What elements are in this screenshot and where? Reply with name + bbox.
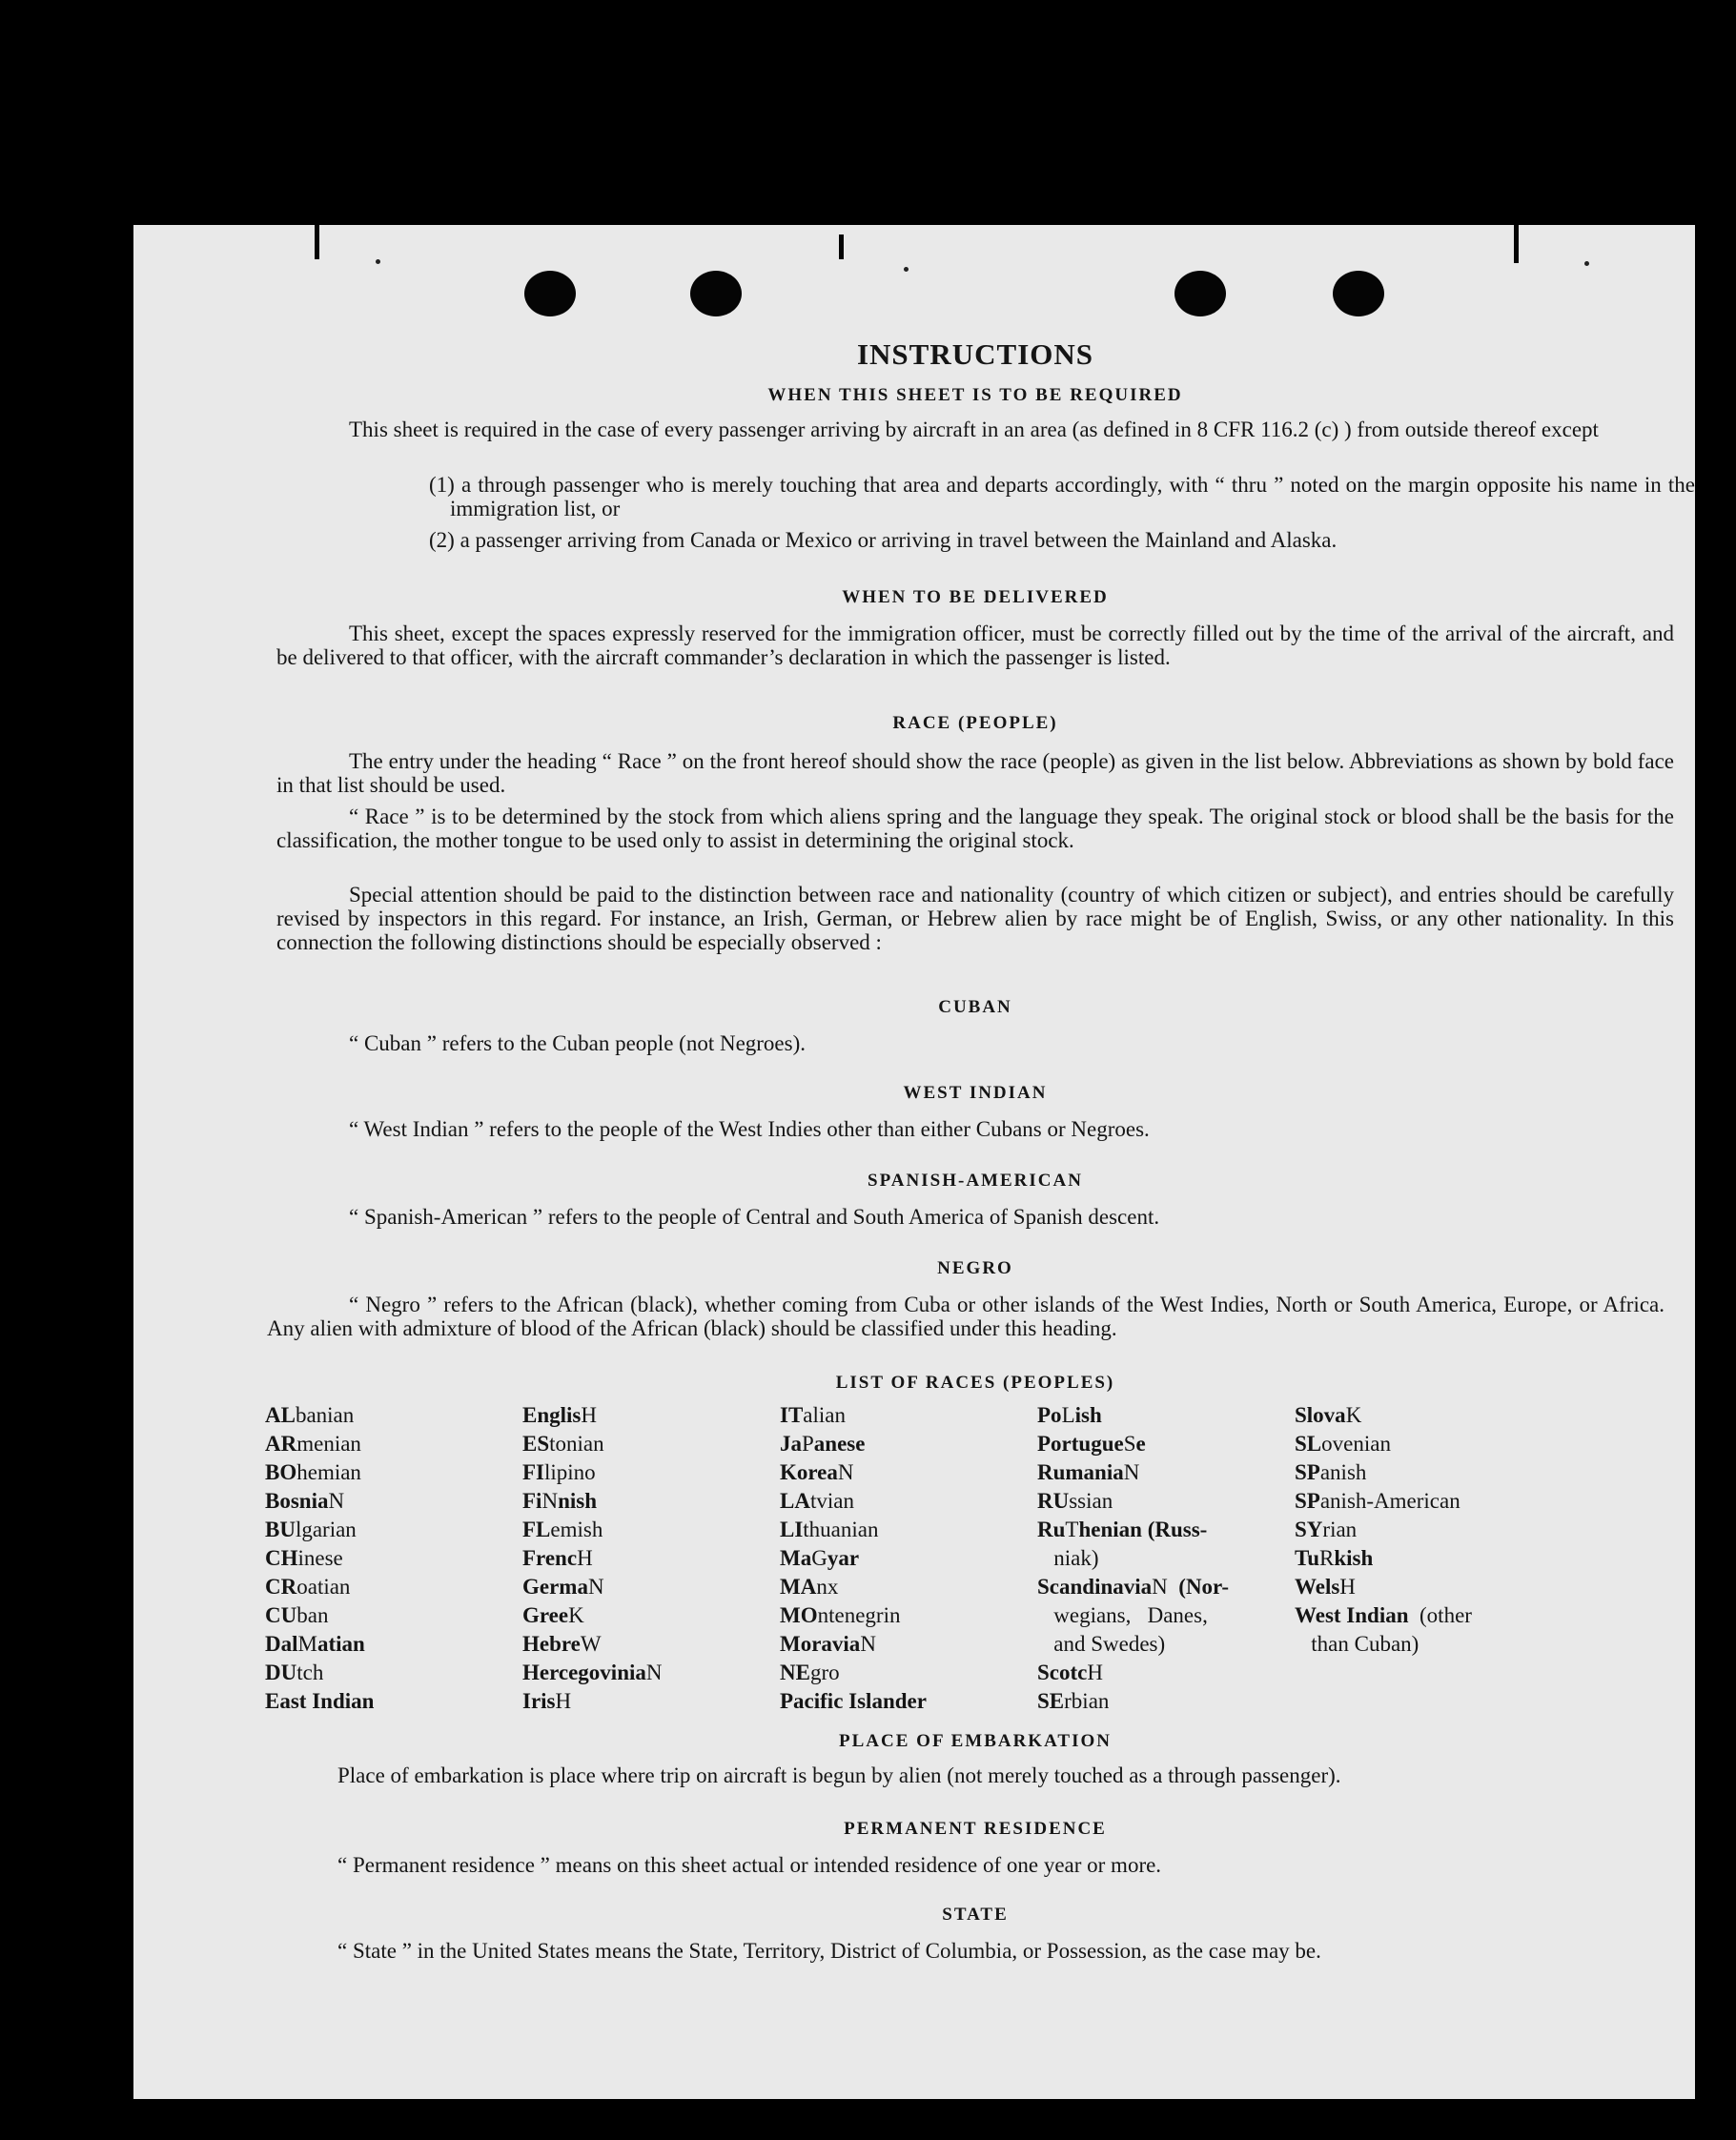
heading-list-of-races: LIST OF RACES (PEOPLES) [835,1373,1115,1393]
race-entry: SYrian [1295,1518,1358,1541]
heading-permanent-residence: PERMANENT RESIDENCE [844,1819,1107,1839]
race-entry: FiNnish [522,1489,598,1513]
race-entry: SlovaK [1295,1403,1362,1427]
when-required-intro: This sheet is required in the case of every passenger arriving by aircraft in an area (as defined in 8 CFR 116.2 (c) ) from outside thereof except [349,418,1599,441]
race-entry: GermaN [522,1575,604,1599]
race-entry: ITalian [780,1403,846,1427]
staple-mark [315,225,319,259]
when-delivered-text: This sheet, except the spaces expressly reserved for the immigration officer, must be correctly filled out by the time of the arrival of the aircraft, and be delivered to that officer, with the aircraft commander’s declaration in which the passenger is listed. [276,622,1674,669]
speck [904,267,909,272]
races-column-1 [265,1401,513,1716]
races-column-4 [1037,1401,1285,1716]
race-entry: EStonian [522,1432,604,1456]
page-title: INSTRUCTIONS [856,337,1093,371]
speck [376,259,380,264]
punch-hole [1333,271,1384,316]
race-entry: RumaniaN [1037,1460,1140,1484]
race-entry: ScotcH [1037,1661,1103,1684]
cuban-text: “ Cuban ” refers to the Cuban people (not Negroes). [349,1031,807,1055]
race-entry: MAnx [780,1575,839,1599]
race-entry: BUlgarian [265,1518,357,1541]
heading-when-required: WHEN THIS SHEET IS TO BE REQUIRED [767,385,1183,405]
heading-when-delivered: WHEN TO BE DELIVERED [842,587,1109,607]
race-paragraph-1: The entry under the heading “ Race ” on the front hereof should show the race (people) as given in the list below. Abbreviations as shown by bold face in that list should be used. [276,749,1674,797]
race-entry: GreeK [522,1603,584,1627]
heading-race: RACE (PEOPLE) [892,713,1058,733]
staple-mark [839,234,844,259]
race-entry: DalMatian [265,1632,365,1656]
race-entry: HercegoviniaN [522,1661,663,1684]
punch-hole [524,271,576,316]
heading-place-of-embarkation: PLACE OF EMBARKATION [839,1731,1112,1751]
race-entry: ALbanian [265,1403,355,1427]
race-entry: CUban [265,1603,329,1627]
negro-text: “ Negro ” refers to the African (black), whether coming from Cuba or other islands of the West Indies, North or South America, Europe, or Africa. Any alien with admixture of blood of the African (black) should be classified under this heading. [267,1293,1665,1340]
race-entry: FLemish [522,1518,603,1541]
residence-text: “ Permanent residence ” means on this sheet actual or intended residence of one year or more. [337,1853,1162,1877]
races-column-3 [780,1401,1028,1716]
race-entry: than Cuban) [1295,1632,1419,1656]
race-entry: Pacific Islander [780,1689,927,1713]
race-entry: SLovenian [1295,1432,1391,1456]
exception-item-1: (1) a through passenger who is merely touching that area and departs accordingly, with “ thru ” noted on the margin opposite his name in the immigration list, or [429,473,1695,520]
races-column-5 [1295,1401,1542,1659]
race-entry: RuThenian (Russ- [1037,1518,1208,1541]
race-entry: FrencH [522,1546,593,1570]
race-entry: PortugueSe [1037,1432,1146,1456]
race-paragraph-2: “ Race ” is to be determined by the stock from which aliens spring and the language they speak. The original stock or blood shall be the basis for the classification, the mother tongue to be used only to assist in determining the original stock. [276,805,1674,852]
speck [1584,261,1589,266]
race-entry: TuRkish [1295,1546,1374,1570]
race-entry: SErbian [1037,1689,1110,1713]
races-column-2 [522,1401,770,1716]
document-sheet [133,225,1695,2099]
west-indian-text: “ West Indian ” refers to the people of the West Indies other than either Cubans or Negroes. [349,1117,1150,1141]
race-entry: RUssian [1037,1489,1113,1513]
race-entry: IrisH [522,1689,572,1713]
heading-negro: NEGRO [937,1258,1013,1278]
exception-item-2: (2) a passenger arriving from Canada or Mexico or arriving in travel between the Mainland and Alaska. [429,528,1338,552]
race-paragraph-3: Special attention should be paid to the distinction between race and nationality (country of which citizen or subject), and entries should be carefully revised by inspectors in this regard. For instance, an Irish, German, or Hebrew alien by race might be of English, Swiss, or any other nationality. In this connection the following distinctions should be especially observed : [276,883,1674,954]
race-entry: PoLish [1037,1403,1102,1427]
punch-hole [1174,271,1226,316]
race-entry: BOhemian [265,1460,361,1484]
state-text: “ State ” in the United States means the State, Territory, District of Columbia, or Possession, as the case may be. [337,1939,1321,1963]
race-entry: EnglisH [522,1403,597,1427]
race-entry: and Swedes) [1037,1632,1166,1656]
race-entry: SPanish-American [1295,1489,1460,1513]
embarkation-text: Place of embarkation is place where trip on aircraft is begun by alien (not merely touched as a through passenger). [337,1763,1341,1787]
race-entry: HebreW [522,1632,602,1656]
race-entry: West Indian (other [1295,1603,1472,1627]
race-entry: niak) [1037,1546,1099,1570]
race-entry: ScandinaviaN (Nor- [1037,1575,1230,1599]
race-entry: SPanish [1295,1460,1367,1484]
race-entry: ARmenian [265,1432,361,1456]
heading-state: STATE [942,1905,1009,1925]
race-entry: MOntenegrin [780,1603,901,1627]
race-entry: NEgro [780,1661,840,1684]
heading-west-indian: WEST INDIAN [903,1083,1048,1103]
race-entry: LIthuanian [780,1518,879,1541]
race-entry: CRoatian [265,1575,351,1599]
race-entry: DUtch [265,1661,324,1684]
heading-cuban: CUBAN [938,997,1012,1017]
race-entry: wegians, Danes, [1037,1603,1208,1627]
race-entry: FIlipino [522,1460,596,1484]
staple-mark [1514,225,1519,263]
race-entry: KoreaN [780,1460,854,1484]
race-entry: LAtvian [780,1489,854,1513]
race-entry: JaPanese [780,1432,866,1456]
race-entry: MoraviaN [780,1632,876,1656]
race-entry: CHinese [265,1546,343,1570]
heading-spanish-american: SPANISH-AMERICAN [868,1171,1083,1191]
race-entry: WelsH [1295,1575,1356,1599]
spanish-american-text: “ Spanish-American ” refers to the people of Central and South America of Spanish descent. [349,1205,1160,1229]
race-entry: BosniaN [265,1489,345,1513]
race-entry: East Indian [265,1689,375,1713]
race-entry: MaGyar [780,1546,860,1570]
punch-hole [690,271,742,316]
